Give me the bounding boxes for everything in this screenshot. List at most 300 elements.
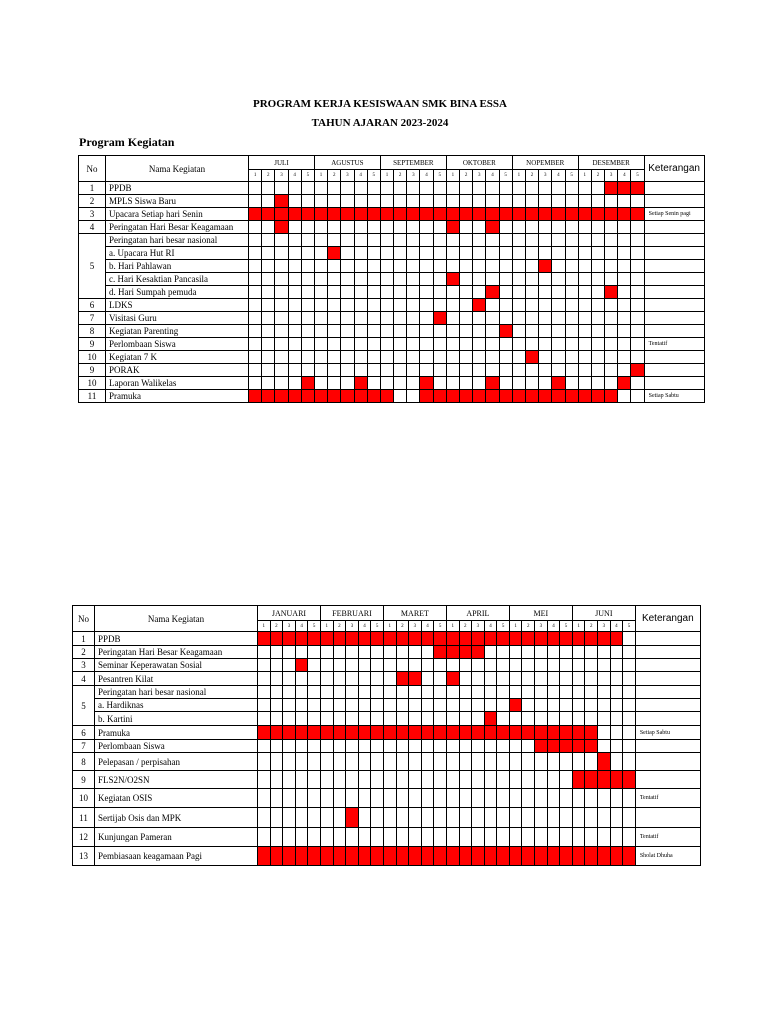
- week-cell: [572, 828, 585, 847]
- week-cell: [512, 351, 525, 364]
- week-cell: [499, 338, 512, 351]
- week-cell: [396, 712, 409, 726]
- scheduled-week-cell: [328, 208, 341, 221]
- week-cell: [320, 808, 333, 828]
- week-cell: [565, 273, 578, 286]
- week-cell: [484, 659, 497, 672]
- week-cell: [631, 351, 644, 364]
- week-cell: [472, 771, 485, 789]
- week-cell: [591, 260, 604, 273]
- week-cell: [525, 221, 538, 234]
- remark: [644, 364, 704, 377]
- week-cell: [383, 672, 396, 686]
- week-cell: [618, 286, 631, 299]
- scheduled-week-cell: [497, 632, 510, 646]
- scheduled-week-cell: [565, 208, 578, 221]
- week-cell: [288, 195, 301, 208]
- week-cell: [275, 325, 288, 338]
- week-cell: [565, 377, 578, 390]
- week-cell: [578, 299, 591, 312]
- week-number: 2: [262, 170, 275, 182]
- week-cell: [585, 659, 598, 672]
- scheduled-week-cell: [610, 847, 623, 866]
- week-cell: [314, 364, 327, 377]
- week-cell: [371, 686, 384, 699]
- week-cell: [585, 828, 598, 847]
- activity-name: d. Hari Sumpah pemuda: [106, 286, 249, 299]
- week-cell: [623, 672, 636, 686]
- week-cell: [522, 646, 535, 659]
- week-cell: [367, 364, 380, 377]
- remark: [644, 312, 704, 325]
- week-cell: [547, 712, 560, 726]
- scheduled-week-cell: [446, 847, 459, 866]
- week-cell: [314, 273, 327, 286]
- week-cell: [522, 672, 535, 686]
- week-number: 1: [258, 621, 271, 632]
- week-cell: [295, 646, 308, 659]
- week-cell: [499, 273, 512, 286]
- week-cell: [539, 377, 552, 390]
- scheduled-week-cell: [407, 208, 420, 221]
- week-cell: [333, 699, 346, 712]
- scheduled-week-cell: [460, 208, 473, 221]
- week-cell: [618, 247, 631, 260]
- week-cell: [308, 646, 321, 659]
- week-cell: [433, 325, 446, 338]
- remark: [644, 234, 704, 247]
- week-cell: [610, 672, 623, 686]
- week-cell: [618, 351, 631, 364]
- week-cell: [308, 789, 321, 808]
- scheduled-week-cell: [509, 632, 522, 646]
- week-cell: [433, 260, 446, 273]
- week-cell: [446, 699, 459, 712]
- week-cell: [499, 351, 512, 364]
- week-cell: [308, 753, 321, 771]
- week-cell: [598, 659, 611, 672]
- week-cell: [552, 260, 565, 273]
- week-cell: [283, 712, 296, 726]
- week-cell: [258, 828, 271, 847]
- week-cell: [472, 828, 485, 847]
- scheduled-week-cell: [341, 208, 354, 221]
- scheduled-week-cell: [486, 377, 499, 390]
- week-cell: [333, 672, 346, 686]
- week-cell: [409, 646, 422, 659]
- week-cell: [446, 299, 459, 312]
- week-cell: [301, 247, 314, 260]
- remark: [644, 260, 704, 273]
- week-cell: [486, 312, 499, 325]
- week-cell: [258, 753, 271, 771]
- remark: [644, 325, 704, 338]
- week-cell: [396, 740, 409, 753]
- week-cell: [295, 753, 308, 771]
- scheduled-week-cell: [258, 632, 271, 646]
- week-cell: [565, 234, 578, 247]
- week-cell: [301, 234, 314, 247]
- scheduled-week-cell: [433, 312, 446, 325]
- week-cell: [472, 808, 485, 828]
- week-cell: [473, 182, 486, 195]
- week-cell: [396, 808, 409, 828]
- week-cell: [396, 789, 409, 808]
- scheduled-week-cell: [346, 726, 359, 740]
- scheduled-week-cell: [270, 847, 283, 866]
- week-cell: [358, 789, 371, 808]
- week-cell: [598, 686, 611, 699]
- scheduled-week-cell: [396, 847, 409, 866]
- week-cell: [486, 351, 499, 364]
- remark: Tentatif: [635, 789, 700, 808]
- week-cell: [560, 753, 573, 771]
- scheduled-week-cell: [552, 377, 565, 390]
- week-cell: [618, 273, 631, 286]
- row-number: 7: [79, 312, 106, 325]
- week-cell: [499, 221, 512, 234]
- scheduled-week-cell: [262, 208, 275, 221]
- week-cell: [371, 740, 384, 753]
- document-title: PROGRAM KERJA KESISWAAN SMK BINA ESSA: [253, 98, 507, 110]
- week-cell: [525, 377, 538, 390]
- scheduled-week-cell: [547, 740, 560, 753]
- scheduled-week-cell: [421, 632, 434, 646]
- week-number: 5: [371, 621, 384, 632]
- row-number: 1: [73, 632, 95, 646]
- week-cell: [358, 740, 371, 753]
- scheduled-week-cell: [499, 390, 512, 403]
- week-cell: [472, 753, 485, 771]
- week-cell: [308, 672, 321, 686]
- scheduled-week-cell: [598, 753, 611, 771]
- week-cell: [605, 364, 618, 377]
- week-cell: [380, 195, 393, 208]
- week-cell: [578, 260, 591, 273]
- activity-name: Seminar Keperawatan Sosial: [95, 659, 258, 672]
- week-number: 3: [346, 621, 359, 632]
- week-cell: [283, 646, 296, 659]
- week-cell: [610, 659, 623, 672]
- week-cell: [394, 234, 407, 247]
- week-cell: [585, 646, 598, 659]
- week-cell: [535, 789, 548, 808]
- week-cell: [249, 351, 262, 364]
- scheduled-week-cell: [618, 182, 631, 195]
- week-cell: [249, 299, 262, 312]
- week-number: 2: [591, 170, 604, 182]
- week-cell: [420, 234, 433, 247]
- week-cell: [446, 234, 459, 247]
- week-cell: [605, 338, 618, 351]
- week-number: 1: [383, 621, 396, 632]
- week-cell: [446, 338, 459, 351]
- week-number: 3: [283, 621, 296, 632]
- scheduled-week-cell: [535, 740, 548, 753]
- remark: [644, 247, 704, 260]
- week-cell: [270, 771, 283, 789]
- week-cell: [560, 789, 573, 808]
- week-cell: [512, 260, 525, 273]
- week-cell: [249, 273, 262, 286]
- week-cell: [565, 221, 578, 234]
- week-number: 4: [358, 621, 371, 632]
- week-cell: [275, 299, 288, 312]
- week-cell: [421, 771, 434, 789]
- week-cell: [367, 273, 380, 286]
- week-cell: [631, 247, 644, 260]
- table-row: [73, 828, 701, 847]
- week-cell: [333, 808, 346, 828]
- scheduled-week-cell: [459, 847, 472, 866]
- week-number: 1: [320, 621, 333, 632]
- week-cell: [459, 712, 472, 726]
- week-cell: [358, 672, 371, 686]
- week-number: 1: [446, 170, 459, 182]
- week-cell: [421, 753, 434, 771]
- week-cell: [433, 377, 446, 390]
- week-cell: [525, 260, 538, 273]
- week-cell: [288, 286, 301, 299]
- week-cell: [512, 247, 525, 260]
- week-cell: [420, 260, 433, 273]
- week-number: 1: [380, 170, 393, 182]
- week-cell: [512, 338, 525, 351]
- row-number: 1: [79, 182, 106, 195]
- week-cell: [288, 221, 301, 234]
- week-cell: [598, 808, 611, 828]
- week-cell: [314, 260, 327, 273]
- week-cell: [598, 672, 611, 686]
- week-cell: [341, 273, 354, 286]
- week-cell: [295, 771, 308, 789]
- week-cell: [421, 646, 434, 659]
- week-cell: [275, 273, 288, 286]
- week-cell: [341, 195, 354, 208]
- week-cell: [380, 338, 393, 351]
- week-number: 5: [499, 170, 512, 182]
- week-cell: [283, 699, 296, 712]
- scheduled-week-cell: [383, 726, 396, 740]
- week-cell: [497, 740, 510, 753]
- scheduled-week-cell: [539, 390, 552, 403]
- week-cell: [270, 753, 283, 771]
- week-cell: [525, 325, 538, 338]
- week-cell: [525, 364, 538, 377]
- week-cell: [552, 364, 565, 377]
- week-cell: [572, 808, 585, 828]
- week-cell: [409, 659, 422, 672]
- week-cell: [301, 286, 314, 299]
- scheduled-week-cell: [383, 632, 396, 646]
- week-cell: [358, 699, 371, 712]
- week-cell: [623, 753, 636, 771]
- week-cell: [270, 808, 283, 828]
- week-cell: [472, 686, 485, 699]
- remark: [635, 712, 700, 726]
- week-cell: [354, 286, 367, 299]
- scheduled-week-cell: [585, 632, 598, 646]
- scheduled-week-cell: [320, 847, 333, 866]
- week-cell: [275, 364, 288, 377]
- week-number: 2: [396, 621, 409, 632]
- week-cell: [341, 299, 354, 312]
- week-cell: [591, 299, 604, 312]
- week-cell: [407, 351, 420, 364]
- week-cell: [547, 699, 560, 712]
- week-cell: [547, 659, 560, 672]
- week-cell: [585, 672, 598, 686]
- scheduled-week-cell: [499, 208, 512, 221]
- table-row: [79, 234, 705, 247]
- week-cell: [394, 325, 407, 338]
- week-cell: [552, 182, 565, 195]
- scheduled-week-cell: [446, 273, 459, 286]
- week-cell: [328, 234, 341, 247]
- week-cell: [631, 325, 644, 338]
- week-cell: [314, 286, 327, 299]
- week-number: 2: [333, 621, 346, 632]
- week-cell: [460, 299, 473, 312]
- week-cell: [539, 273, 552, 286]
- scheduled-week-cell: [333, 632, 346, 646]
- week-cell: [565, 286, 578, 299]
- week-number: 4: [288, 170, 301, 182]
- week-number: 2: [522, 621, 535, 632]
- scheduled-week-cell: [560, 632, 573, 646]
- week-cell: [420, 364, 433, 377]
- week-cell: [288, 260, 301, 273]
- table-row: [79, 299, 705, 312]
- scheduled-week-cell: [354, 390, 367, 403]
- week-cell: [512, 299, 525, 312]
- week-cell: [535, 699, 548, 712]
- scheduled-week-cell: [308, 726, 321, 740]
- week-cell: [367, 260, 380, 273]
- month-header: FEBRUARI: [320, 606, 383, 621]
- week-cell: [486, 364, 499, 377]
- week-cell: [407, 299, 420, 312]
- week-cell: [522, 686, 535, 699]
- week-cell: [535, 646, 548, 659]
- week-number: 1: [314, 170, 327, 182]
- week-cell: [509, 740, 522, 753]
- scheduled-week-cell: [578, 208, 591, 221]
- week-number: 5: [565, 170, 578, 182]
- week-cell: [610, 808, 623, 828]
- week-cell: [407, 273, 420, 286]
- week-cell: [433, 299, 446, 312]
- week-cell: [396, 699, 409, 712]
- scheduled-week-cell: [497, 726, 510, 740]
- week-cell: [346, 646, 359, 659]
- week-cell: [308, 712, 321, 726]
- week-cell: [460, 182, 473, 195]
- week-cell: [346, 828, 359, 847]
- week-cell: [473, 325, 486, 338]
- column-header-keterangan: Keterangan: [635, 606, 700, 632]
- week-cell: [433, 247, 446, 260]
- scheduled-week-cell: [585, 740, 598, 753]
- scheduled-week-cell: [535, 726, 548, 740]
- scheduled-week-cell: [552, 390, 565, 403]
- week-cell: [354, 299, 367, 312]
- week-cell: [308, 699, 321, 712]
- week-cell: [459, 686, 472, 699]
- week-cell: [497, 659, 510, 672]
- week-cell: [371, 646, 384, 659]
- week-number: 5: [308, 621, 321, 632]
- week-cell: [623, 646, 636, 659]
- week-number: 2: [328, 170, 341, 182]
- remark: Tentatif: [635, 828, 700, 847]
- scheduled-week-cell: [346, 808, 359, 828]
- week-cell: [618, 195, 631, 208]
- scheduled-week-cell: [396, 632, 409, 646]
- scheduled-week-cell: [572, 771, 585, 789]
- week-cell: [585, 686, 598, 699]
- week-cell: [522, 753, 535, 771]
- week-cell: [358, 808, 371, 828]
- week-cell: [420, 299, 433, 312]
- week-cell: [421, 808, 434, 828]
- week-cell: [346, 659, 359, 672]
- activity-name: MPLS Siswa Baru: [106, 195, 249, 208]
- week-cell: [407, 325, 420, 338]
- scheduled-week-cell: [301, 390, 314, 403]
- week-number: 4: [618, 170, 631, 182]
- table-row: [73, 789, 701, 808]
- week-cell: [591, 221, 604, 234]
- week-cell: [420, 286, 433, 299]
- week-number: 3: [275, 170, 288, 182]
- scheduled-week-cell: [354, 377, 367, 390]
- week-number: 3: [539, 170, 552, 182]
- week-cell: [420, 312, 433, 325]
- week-cell: [358, 646, 371, 659]
- week-cell: [301, 312, 314, 325]
- week-cell: [320, 699, 333, 712]
- week-cell: [572, 712, 585, 726]
- scheduled-week-cell: [631, 182, 644, 195]
- remark: Tentatif: [644, 338, 704, 351]
- week-number: 2: [525, 170, 538, 182]
- week-cell: [301, 221, 314, 234]
- scheduled-week-cell: [623, 771, 636, 789]
- week-cell: [434, 808, 447, 828]
- activity-name: Sertijab Osis dan MPK: [95, 808, 258, 828]
- week-cell: [578, 338, 591, 351]
- activity-name: Pesantren Kilat: [95, 672, 258, 686]
- table-row: [79, 247, 705, 260]
- row-number: 9: [73, 771, 95, 789]
- week-cell: [420, 195, 433, 208]
- week-cell: [320, 686, 333, 699]
- week-cell: [486, 299, 499, 312]
- week-cell: [631, 377, 644, 390]
- week-cell: [262, 299, 275, 312]
- activity-name: b. Hari Pahlawan: [106, 260, 249, 273]
- week-cell: [396, 646, 409, 659]
- week-cell: [396, 828, 409, 847]
- table-row: [73, 771, 701, 789]
- week-cell: [535, 686, 548, 699]
- week-cell: [262, 260, 275, 273]
- week-cell: [320, 789, 333, 808]
- week-cell: [320, 771, 333, 789]
- week-cell: [434, 828, 447, 847]
- week-cell: [446, 195, 459, 208]
